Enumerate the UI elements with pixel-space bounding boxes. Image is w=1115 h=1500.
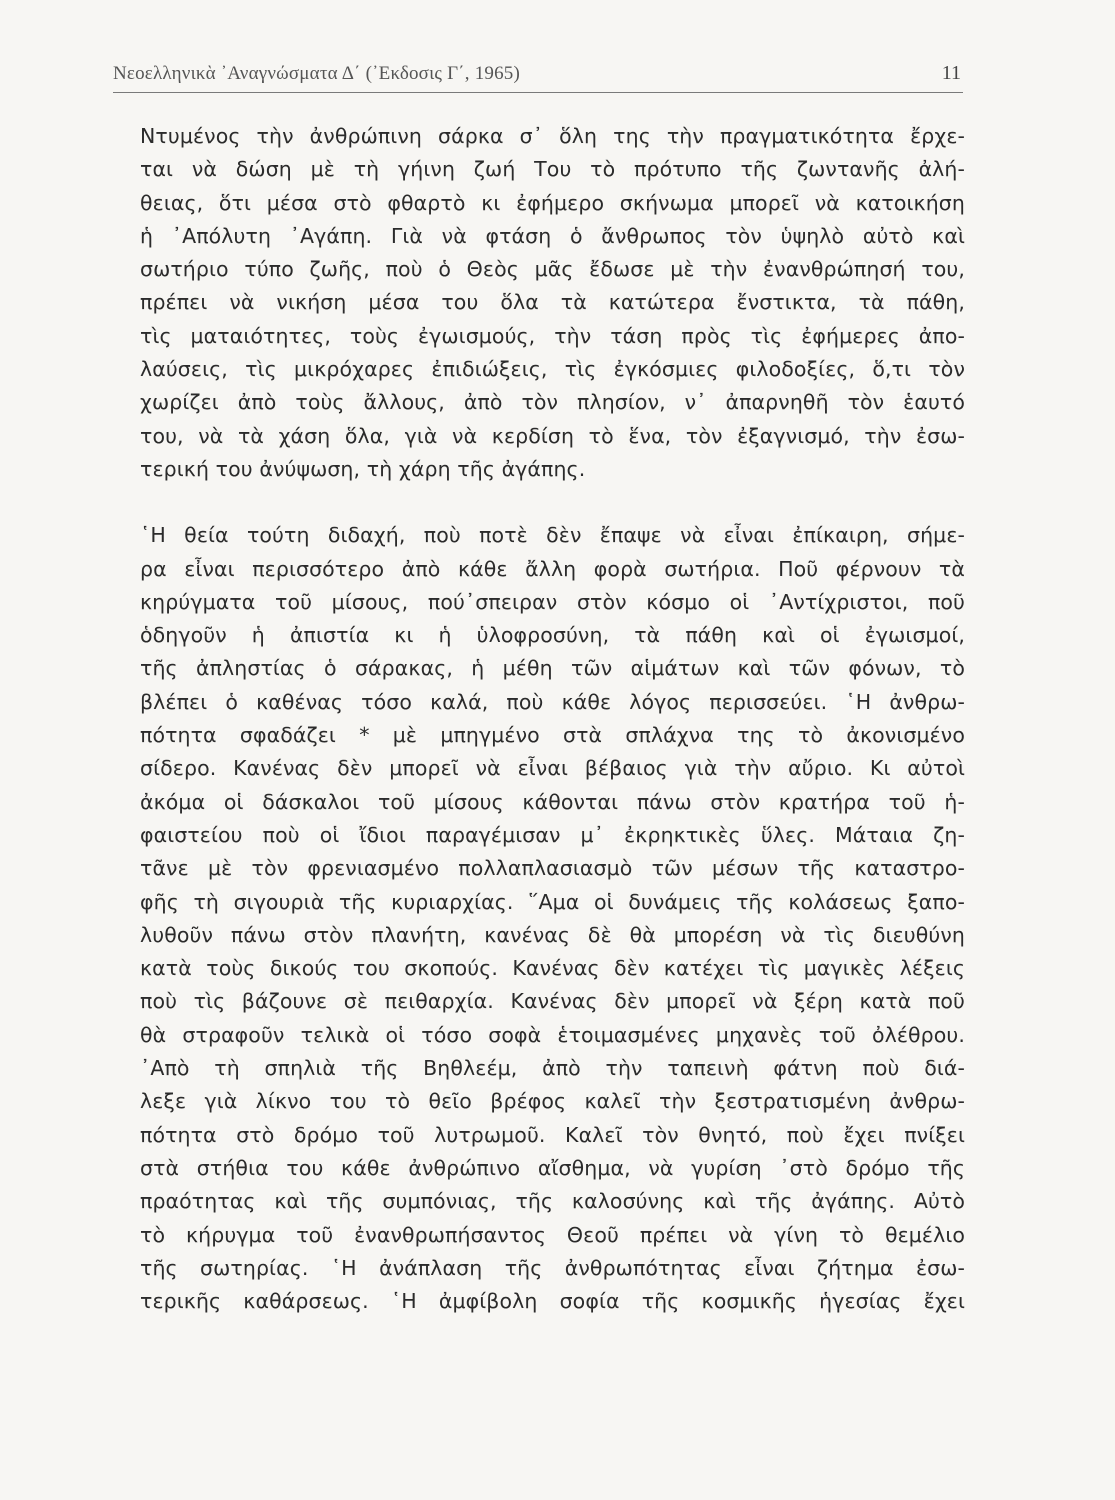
- text-line: του, νὰ τὰ χάση ὅλα, γιὰ νὰ κερδίση τὸ ἕνα, τὸν ἐξαγνισμό, τὴν ἐσω-: [140, 423, 965, 448]
- text-line: θὰ στραφοῦν τελικὰ οἱ τόσο σοφὰ ἑτοιμασμένες μηχανὲς τοῦ ὀλέθρου.: [140, 1022, 965, 1047]
- paragraph-2: [140, 519, 965, 1318]
- text-line: φῆς τὴ σιγουριὰ τῆς κυριαρχίας. ῞Αμα οἱ δυνάμεις τῆς κολάσεως ξαπο-: [140, 889, 965, 914]
- text-line: τῆς σωτηρίας. ῾Η ἀνάπλαση τῆς ἀνθρωπότητας εἶναι ζήτημα ἐσω-: [140, 1255, 965, 1280]
- text-line: Ντυμένος τὴν ἀνθρώπινη σάρκα σ᾿ ὅλη της τὴν πραγματικότητα ἔρχε-: [140, 124, 965, 148]
- text-line: βλέπει ὁ καθένας τόσο καλά, ποὺ κάθε λόγος περισσεύει. ῾Η ἀνθρω-: [140, 689, 965, 714]
- text-line: ἡ ᾿Απόλυτη ᾿Αγάπη. Γιὰ νὰ φτάση ὁ ἄνθρωπος τὸν ὑψηλὸ αὐτὸ καὶ: [140, 223, 965, 248]
- text-line: τᾶνε μὲ τὸν φρενιασμένο πολλαπλασιασμὸ τῶν μέσων τῆς καταστρο-: [140, 856, 965, 881]
- text-line: ῾Η θεία τούτη διδαχή, ποὺ ποτὲ δὲν ἔπαψε νὰ εἶναι ἐπίκαιρη, σήμε-: [140, 523, 965, 548]
- text-line: σωτήριο τύπο ζωῆς, ποὺ ὁ Θεὸς μᾶς ἔδωσε μὲ τὴν ἐνανθρώπησή του,: [140, 257, 965, 282]
- body-text: [140, 120, 965, 1318]
- text-line: σίδερο. Κανένας δὲν μπορεῖ νὰ εἶναι βέβαιος γιὰ τὴν αὔριο. Κι αὐτοὶ: [140, 756, 965, 781]
- paragraph-1: [140, 120, 965, 486]
- text-line: κατὰ τοὺς δικούς του σκοπούς. Κανένας δὲν κατέχει τὶς μαγικὲς λέξεις: [140, 956, 965, 981]
- text-line: τὶς ματαιότητες, τοὺς ἐγωισμούς, τὴν τάση πρὸς τὶς ἐφήμερες ἀπο-: [140, 323, 965, 348]
- text-line: ᾿Απὸ τὴ σπηλιὰ τῆς Βηθλεέμ, ἀπὸ τὴν ταπεινὴ φάτνη ποὺ διά-: [140, 1056, 965, 1081]
- text-line: πότητα στὸ δρόμο τοῦ λυτρωμοῦ. Καλεῖ τὸν θνητό, ποὺ ἔχει πνίξει: [140, 1122, 965, 1147]
- text-line: τὸ κήρυγμα τοῦ ἐνανθρωπήσαντος Θεοῦ πρέπει νὰ γίνη τὸ θεμέλιο: [140, 1222, 965, 1247]
- text-line: ρα εἶναι περισσότερο ἀπὸ κάθε ἄλλη φορὰ σωτήρια. Ποῦ φέρνουν τὰ: [140, 556, 965, 581]
- text-line: κηρύγματα τοῦ μίσους, πού᾿σπειραν στὸν κόσμο οἱ ᾿Αντίχριστοι, ποῦ: [140, 589, 965, 614]
- text-line: πρέπει νὰ νικήση μέσα του ὅλα τὰ κατώτερα ἔνστικτα, τὰ πάθη,: [140, 290, 965, 315]
- text-line: τῆς ἀπληστίας ὁ σάρακας, ἡ μέθη τῶν αἱμάτων καὶ τῶν φόνων, τὸ: [140, 656, 965, 681]
- page-header: [113, 60, 963, 93]
- text-line: στὰ στήθια του κάθε ἀνθρώπινο αἴσθημα, νὰ γυρίση ᾿στὸ δρόμο τῆς: [140, 1155, 965, 1180]
- text-line: πότητα σφαδάζει * μὲ μπηγμένο στὰ σπλάχνα της τὸ ἀκονισμένο: [140, 723, 965, 748]
- text-line: λυθοῦν πάνω στὸν πλανήτη, κανένας δὲ θὰ μπορέση νὰ τὶς διευθύνη: [140, 922, 965, 947]
- text-line: λεξε γιὰ λίκνο του τὸ θεῖο βρέφος καλεῖ τὴν ξεστρατισμένη ἀνθρω-: [140, 1089, 965, 1114]
- text-line: φαιστείου ποὺ οἱ ἴδιοι παραγέμισαν μ᾿ ἐκρηκτικὲς ὕλες. Μάταια ζη-: [140, 822, 965, 847]
- page-number: 11: [941, 62, 961, 84]
- text-line: τερικῆς καθάρσεως. ῾Η ἀμφίβολη σοφία τῆς κοσμικῆς ἡγεσίας ἔχει: [140, 1289, 965, 1314]
- text-line: τερική του ἀνύψωση, τὴ χάρη τῆς ἀγάπης.: [140, 456, 586, 481]
- running-head: Νεοελληνικὰ ᾿Αναγνώσματα Δ΄ (᾿Εκδοσις Γ΄, 1965): [113, 63, 521, 84]
- text-line: θειας, ὅτι μέσα στὸ φθαρτὸ κι ἐφήμερο σκήνωμα μπορεῖ νὰ κατοικήση: [140, 190, 965, 215]
- text-line: χωρίζει ἀπὸ τοὺς ἄλλους, ἀπὸ τὸν πλησίον, ν᾿ ἀπαρνηθῆ τὸν ἑαυτό: [140, 390, 965, 415]
- text-line: ποὺ τὶς βάζουνε σὲ πειθαρχία. Κανένας δὲν μπορεῖ νὰ ξέρη κατὰ ποῦ: [140, 989, 965, 1014]
- text-line: ὁδηγοῦν ἡ ἀπιστία κι ἡ ὑλοφροσύνη, τὰ πάθη καὶ οἱ ἐγωισμοί,: [140, 623, 965, 648]
- text-line: λαύσεις, τὶς μικρόχαρες ἐπιδιώξεις, τὶς ἐγκόσμιες φιλοδοξίες, ὅ,τι τὸν: [140, 357, 965, 382]
- text-line: ἀκόμα οἱ δάσκαλοι τοῦ μίσους κάθονται πάνω στὸν κρατήρα τοῦ ἡ-: [140, 789, 965, 814]
- text-line: ται νὰ δώση μὲ τὴ γήινη ζωή Του τὸ πρότυπο τῆς ζωντανῆς ἀλή-: [140, 157, 965, 182]
- text-line: πραότητας καὶ τῆς συμπόνιας, τῆς καλοσύνης καὶ τῆς ἀγάπης. Αὐτὸ: [140, 1189, 965, 1214]
